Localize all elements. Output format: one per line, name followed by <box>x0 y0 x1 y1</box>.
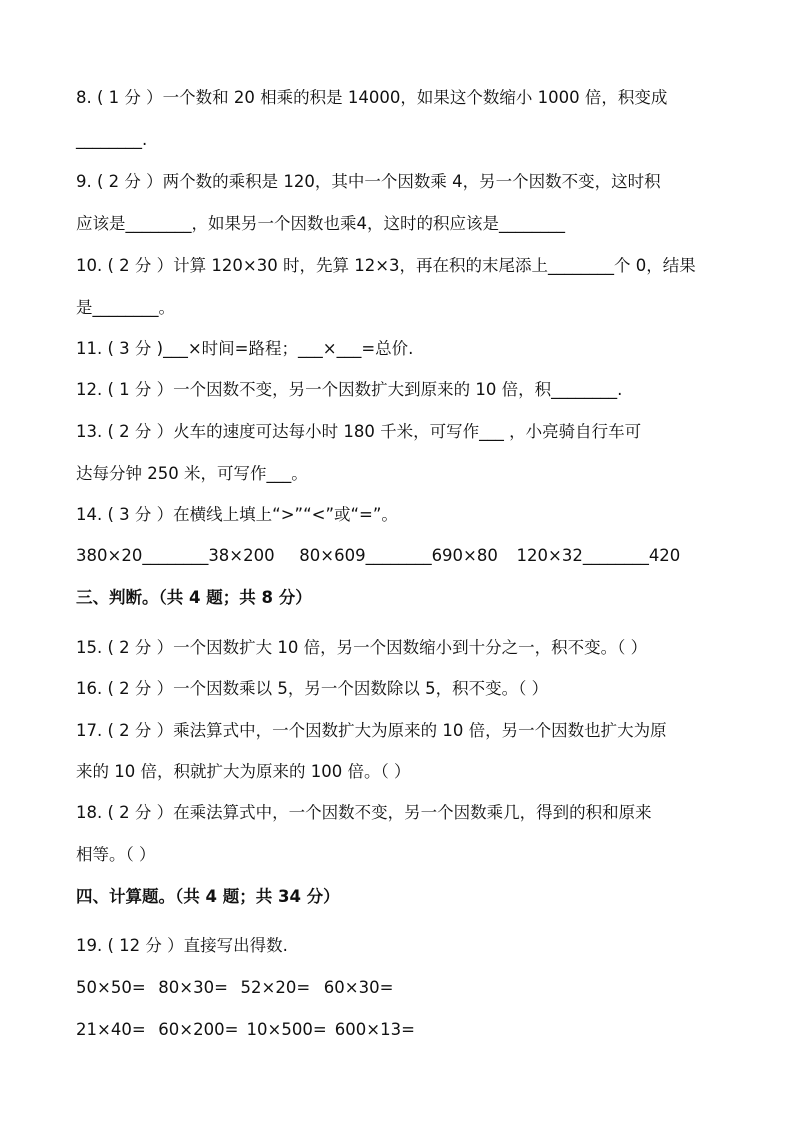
q14-items <box>76 544 726 568</box>
q13-line2: 达每分钟 250 米，可写作___。 <box>76 464 308 483</box>
q9-line2: 应该是________，如果另一个因数也乘4，这时的积应该是________ <box>76 214 565 233</box>
q19-line1: 19. ( 12 分 ）直接写出得数. <box>76 936 288 955</box>
q8-line1: 8. ( 1 分 ）一个数和 20 相乘的积是 14000，如果这个数缩小 1000 倍，积变成 <box>76 88 668 107</box>
q18-line2: 相等。（ ） <box>76 845 156 864</box>
q12-line1: 12. ( 1 分 ）一个因数不变，另一个因数扩大到原来的 10 倍，积________. <box>76 380 623 399</box>
q16-line1: 16. ( 2 分 ）一个因数乘以 5，另一个因数除以 5，积不变。（ ） <box>76 679 549 698</box>
calc-item: 80×30= <box>158 978 228 997</box>
section-4-heading: 四、计算题。（共 4 题；共 34 分） <box>76 887 340 906</box>
q18-line1: 18. ( 2 分 ）在乘法算式中，一个因数不变，另一个因数乘几，得到的积和原来 <box>76 803 652 822</box>
q9-line1: 9. ( 2 分 ）两个数的乘积是 120，其中一个因数乘 4，另一个因数不变，这时积 <box>76 172 661 191</box>
section-3-heading: 三、判断。（共 4 题；共 8 分） <box>76 588 312 607</box>
calc-item: 50×50= <box>76 978 146 997</box>
calc-item: 21×40= <box>76 1020 146 1039</box>
calc-item: 60×200= <box>158 1020 239 1039</box>
q10-line1: 10. ( 2 分 ）计算 120×30 时，先算 12×3，再在积的末尾添上________个 0，结果 <box>76 256 696 275</box>
calc-item: 52×20= <box>240 978 311 997</box>
q15-line1: 15. ( 2 分 ）一个因数扩大 10 倍，另一个因数缩小到十分之一，积不变。（ ） <box>76 638 648 657</box>
q14-item: 120×32________420 <box>516 546 681 565</box>
q13-line1: 13. ( 2 分 ）火车的速度可达每小时 180 千米，可写作___ ，小亮骑自行车可 <box>76 422 642 441</box>
calc-item: 10×500= <box>246 1020 327 1039</box>
q11-line1: 11. ( 3 分 )___×时间=路程；___×___=总价. <box>76 339 414 358</box>
q17-line2: 来的 10 倍，积就扩大为原来的 100 倍。（ ） <box>76 762 411 781</box>
q19-row2 <box>76 1018 726 1042</box>
calc-item: 600×13= <box>334 1020 415 1039</box>
q17-line1: 17. ( 2 分 ）乘法算式中，一个因数扩大为原来的 10 倍，另一个因数也扩大为原 <box>76 721 667 740</box>
q10-line2: 是________。 <box>76 298 175 317</box>
q14-item: 380×20________38×200 <box>76 546 275 565</box>
q8-line2: ________. <box>76 130 148 149</box>
q14-line1: 14. ( 3 分 ）在横线上填上“>”“<”或“=”。 <box>76 505 398 524</box>
q14-item: 80×609________690×80 <box>299 546 498 565</box>
q19-row1 <box>76 976 726 1000</box>
calc-item: 60×30= <box>323 978 394 997</box>
